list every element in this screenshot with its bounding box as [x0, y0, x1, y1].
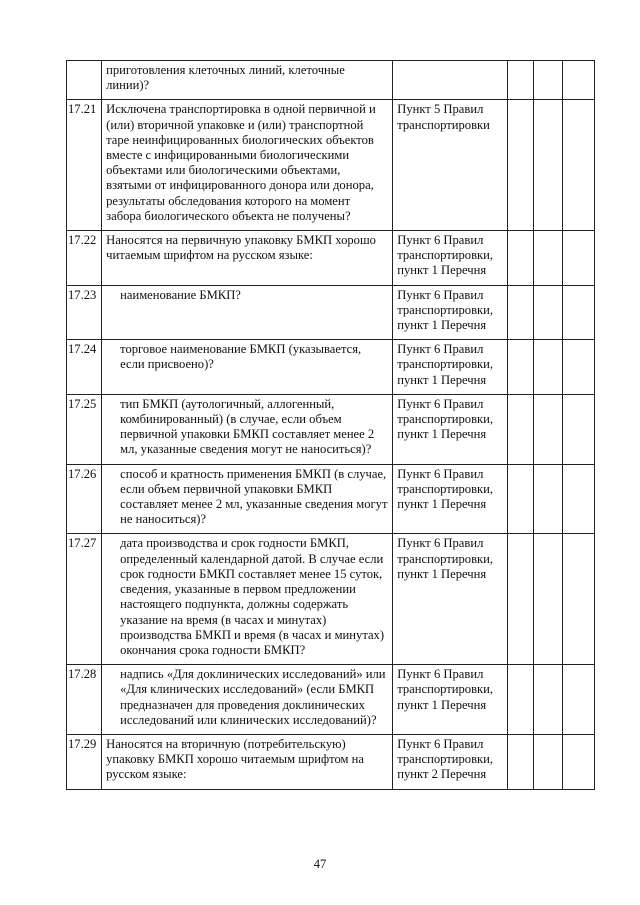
table-row — [67, 394, 595, 464]
answer-no-cell[interactable] — [533, 340, 562, 395]
legal-reference-cell — [393, 394, 507, 464]
page-number: 47 — [313, 857, 327, 871]
answer-na-cell[interactable] — [562, 394, 594, 464]
answer-no-cell[interactable] — [533, 665, 562, 735]
item-number: 17.22 — [67, 231, 102, 286]
answer-na-cell[interactable] — [562, 534, 594, 665]
question-cell — [102, 340, 393, 395]
table-row — [67, 734, 595, 789]
legal-reference-text: Пункт 6 Правил транспортировки, пункт 1 Перечня — [397, 667, 494, 712]
question-text: надпись «Для доклинических исследований» или «Для клинических исследований» (если БМКП предназначен для проведения доклинических исследований или клинических исследований)? — [120, 667, 386, 727]
answer-no-cell[interactable] — [533, 734, 562, 789]
question-cell — [102, 231, 393, 286]
answer-no-cell[interactable] — [533, 394, 562, 464]
question-text: дата производства и срок годности БМКП, определенный календарной датой. В случае если срок годности БМКП составляет менее 15 суток, сведения, указанные в первом предложении настоящего подпункта, должны содержать указание на время (в часах и минутах) производства БМКП и время (в часах и минутах) окончания срока годности БМКП? — [120, 536, 385, 657]
question-cell — [102, 100, 393, 231]
answer-na-cell[interactable] — [562, 61, 594, 100]
answer-na-cell[interactable] — [562, 340, 594, 395]
answer-no-cell[interactable] — [533, 231, 562, 286]
item-number: 17.24 — [67, 340, 102, 395]
legal-reference-cell — [393, 534, 507, 665]
question-text: торговое наименование БМКП (указывается, если присвоено)? — [120, 342, 362, 372]
question-text: Наносятся на вторичную (потребительскую) упаковку БМКП хорошо читаемым шрифтом на русском языке: — [106, 736, 364, 782]
answer-na-cell[interactable] — [562, 464, 594, 534]
question-text: Исключена транспортировка в одной первичной и (или) вторичной упаковке и (или) транспортной таре неинфицированных биологических объектов вместе с инфицированными биологическими объектами или биологическими объектами, взятыми от инфицированного донора или донора, результаты обследования которого на момент забора биологического объекта не получены? — [106, 102, 376, 223]
table-row — [67, 665, 595, 735]
question-cell — [102, 464, 393, 534]
legal-reference-text: Пункт 5 Правил транспортировки — [397, 102, 490, 132]
item-number: 17.23 — [67, 285, 102, 340]
answer-yes-cell[interactable] — [507, 534, 533, 665]
legal-reference-cell — [393, 340, 507, 395]
legal-reference-text: Пункт 6 Правил транспортировки, пункт 1 Перечня — [397, 466, 494, 512]
legal-reference-cell — [393, 734, 507, 789]
legal-reference-text: Пункт 6 Правил транспортировки, пункт 1 Перечня — [397, 233, 494, 278]
legal-reference-text — [393, 61, 506, 69]
answer-yes-cell[interactable] — [507, 231, 533, 286]
table-row — [67, 464, 595, 534]
table-row — [67, 534, 595, 665]
answer-yes-cell[interactable] — [507, 665, 533, 735]
answer-no-cell[interactable] — [533, 464, 562, 534]
answer-no-cell[interactable] — [533, 534, 562, 665]
answer-no-cell[interactable] — [533, 61, 562, 100]
legal-reference-cell — [393, 665, 507, 735]
question-cell — [102, 734, 393, 789]
table-row — [67, 340, 595, 395]
checklist-body — [67, 61, 595, 790]
question-text: приготовления клеточных линий, клеточные линии)? — [106, 63, 345, 93]
table-row — [67, 100, 595, 231]
table-row — [67, 231, 595, 286]
table-row — [67, 61, 595, 100]
answer-no-cell[interactable] — [533, 285, 562, 340]
question-cell — [102, 61, 393, 100]
answer-yes-cell[interactable] — [507, 61, 533, 100]
question-text: тип БМКП (аутологичный, аллогенный, комбинированный) (в случае, если объем первичной упаковки БМКП составляет менее 2 мл, указанные сведения могут не наноситься)? — [120, 396, 375, 457]
answer-na-cell[interactable] — [562, 285, 594, 340]
question-cell — [102, 394, 393, 464]
question-cell — [102, 665, 393, 735]
question-text: способ и кратность применения БМКП (в случае, если объем первичной упаковки БМКП составляет менее 2 мл, указанные сведения могут не наноситься)? — [120, 466, 388, 527]
question-cell — [102, 285, 393, 340]
item-number — [67, 61, 102, 100]
question-text: наименование БМКП? — [120, 287, 241, 302]
checklist-table — [66, 60, 595, 790]
item-number: 17.25 — [67, 394, 102, 464]
answer-yes-cell[interactable] — [507, 340, 533, 395]
answer-na-cell[interactable] — [562, 231, 594, 286]
answer-yes-cell[interactable] — [507, 734, 533, 789]
answer-yes-cell[interactable] — [507, 464, 533, 534]
answer-na-cell[interactable] — [562, 734, 594, 789]
item-number: 17.21 — [67, 100, 102, 231]
legal-reference-text: Пункт 6 Правил транспортировки, пункт 1 Перечня — [397, 536, 494, 581]
legal-reference-cell — [393, 285, 507, 340]
legal-reference-text: Пункт 6 Правил транспортировки, пункт 1 Перечня — [397, 342, 494, 387]
item-number: 17.26 — [67, 464, 102, 534]
legal-reference-cell — [393, 100, 507, 231]
legal-reference-cell — [393, 231, 507, 286]
answer-yes-cell[interactable] — [507, 100, 533, 231]
answer-no-cell[interactable] — [533, 100, 562, 231]
legal-reference-text: Пункт 6 Правил транспортировки, пункт 2 Перечня — [397, 736, 494, 782]
answer-yes-cell[interactable] — [507, 394, 533, 464]
answer-na-cell[interactable] — [562, 100, 594, 231]
table-row — [67, 285, 595, 340]
question-text: Наносятся на первичную упаковку БМКП хорошо читаемым шрифтом на русском языке: — [106, 233, 376, 263]
item-number: 17.27 — [67, 534, 102, 665]
answer-yes-cell[interactable] — [507, 285, 533, 340]
item-number: 17.28 — [67, 665, 102, 735]
item-number: 17.29 — [67, 734, 102, 789]
legal-reference-cell — [393, 464, 507, 534]
legal-reference-text: Пункт 6 Правил транспортировки, пункт 1 Перечня — [397, 396, 494, 442]
legal-reference-text: Пункт 6 Правил транспортировки, пункт 1 Перечня — [397, 287, 494, 333]
answer-na-cell[interactable] — [562, 665, 594, 735]
question-cell — [102, 534, 393, 665]
legal-reference-cell — [393, 61, 507, 100]
